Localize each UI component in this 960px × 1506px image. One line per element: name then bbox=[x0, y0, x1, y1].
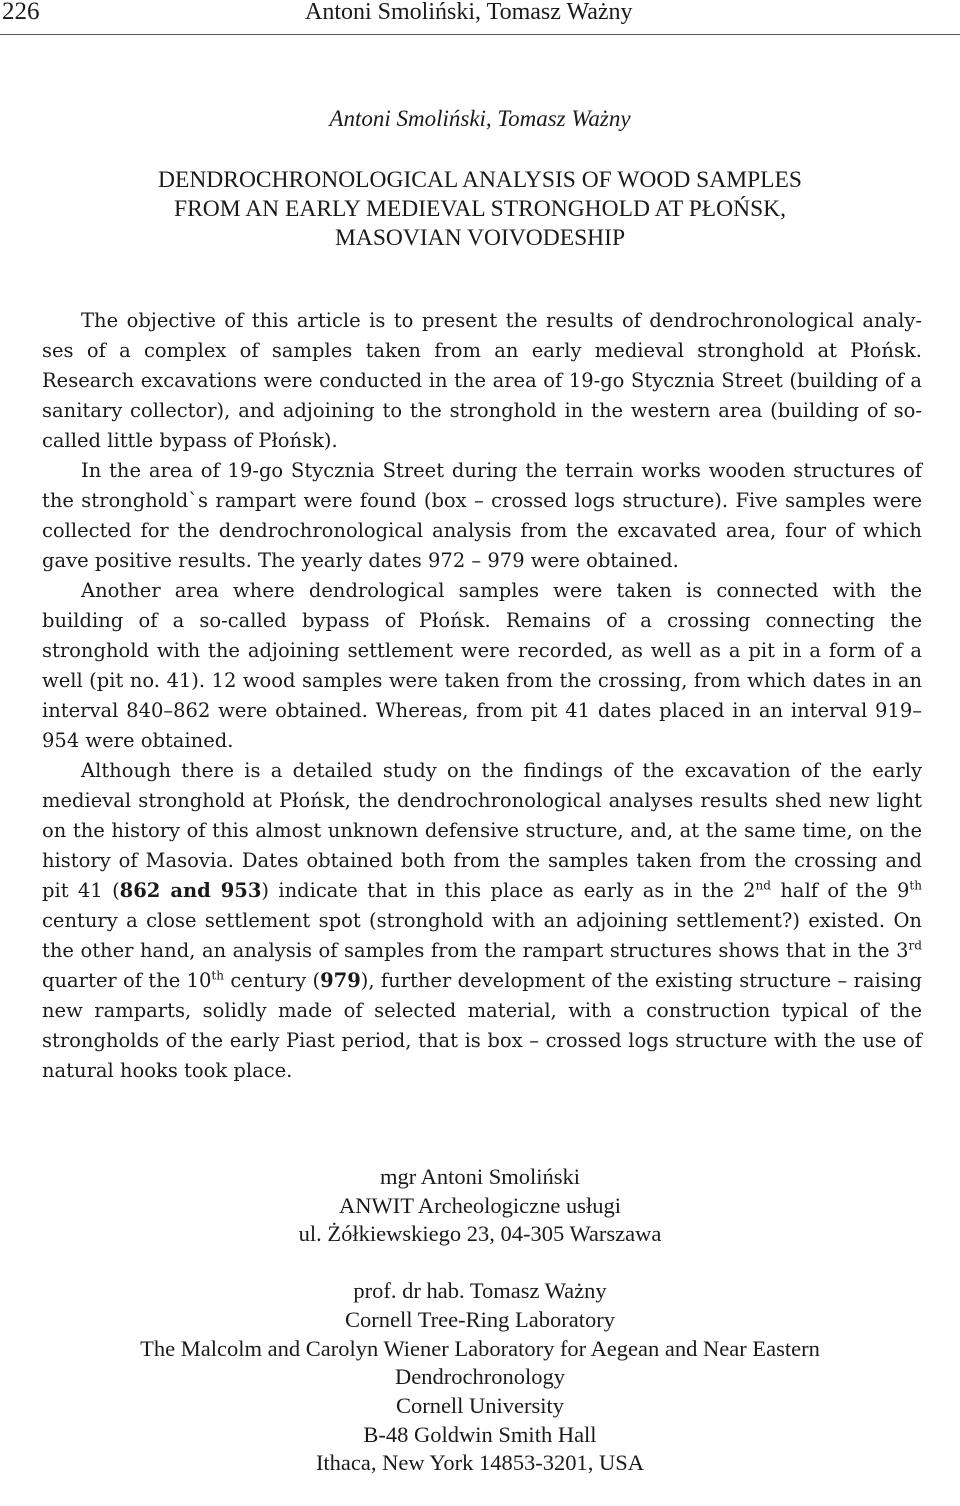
affiliation-line: B-48 Goldwin Smith Hall bbox=[363, 1421, 597, 1447]
paragraph-4-text: half of the 9 bbox=[771, 879, 910, 902]
paragraph-4 bbox=[42, 756, 922, 1086]
paragraph-1-first-line: The objective of this article is to present the results of dendrochronological analy- bbox=[81, 309, 922, 332]
affiliation-line: ANWIT Archeologiczne usługi bbox=[338, 1192, 621, 1218]
title-line: MASOVIAN VOIVODESHIP bbox=[334, 225, 626, 251]
abstract-body bbox=[42, 306, 922, 1086]
article-authors: Antoni Smoliński, Tomasz Ważny bbox=[329, 106, 631, 131]
affiliation-line: mgr Antoni Smoliński bbox=[379, 1164, 581, 1189]
paragraph-4-text: ), further development of the existing structure – raising new ramparts, solidly made of selected material, with a construction typical of the strongholds of the early Piast period, that is box – crossed logs structure with the use of natural hooks took place. bbox=[42, 969, 922, 1082]
paragraph-4-text: quarter of the 10 bbox=[42, 969, 212, 992]
paragraph-4-text: century a close settlement spot (stronghold with an adjoining settlement?) existed. On the other hand, an analysis of samples from the rampart structures shows that in the 3 bbox=[42, 909, 922, 962]
article-title bbox=[0, 166, 960, 253]
affiliation-line: prof. dr hab. Tomasz Ważny bbox=[353, 1278, 607, 1304]
ordinal-suffix: th bbox=[211, 968, 225, 983]
title-line: FROM AN EARLY MEDIEVAL STRONGHOLD AT PŁOŃSK, bbox=[174, 196, 786, 222]
running-title: Antoni Smoliński, Tomasz Ważny bbox=[305, 0, 633, 25]
running-head bbox=[0, 0, 960, 35]
paragraph-4-text: Although there is a detailed study on the findings of the excavation of the early medieval stronghold at Płońsk, the dendrochronological analyses results shed new light on the history of this almost unknown defensive structure, and, at the same time, on the history of Masovia. Dates obtained both from the samples taken from the crossing and pit 41 ( bbox=[42, 759, 922, 902]
paragraph-1-text: ses of a complex of samples taken from an early medieval stronghold at Płońsk. Research excavations were conducted in the area of 19-go Stycznia Street (building of a sanitary collector), and adjoining to the stronghold in the western area (building of so-called little bypass of Płońsk). bbox=[42, 339, 922, 452]
author-affiliations bbox=[0, 1163, 960, 1506]
ordinal-suffix: nd bbox=[755, 878, 772, 893]
page-number: 226 bbox=[2, 0, 40, 25]
paragraph-4-text: ) indicate that in this place as early as in the 2 bbox=[261, 879, 756, 902]
affiliation-wazny bbox=[0, 1277, 960, 1478]
affiliation-line: Dendrochronology bbox=[395, 1364, 565, 1390]
paragraph-2: In the area of 19-go Stycznia Street during the terrain works wooden structures of the stronghold`s rampart were found (box – crossed logs structure). Five samples were collected for the dendrochronological analysis from the excavated area, four of which gave positive results. The yearly dates 972 – 979 were obtained. bbox=[42, 459, 922, 572]
ordinal-suffix: rd bbox=[908, 938, 922, 953]
paragraph-1 bbox=[42, 306, 922, 456]
bold-date-979: 979 bbox=[320, 969, 361, 992]
title-line: DENDROCHRONOLOGICAL ANALYSIS OF WOOD SAMPLES bbox=[158, 167, 802, 193]
affiliation-line: ul. Żółkiewskiego 23, 04-305 Warszawa bbox=[298, 1221, 662, 1247]
affiliation-line: The Malcolm and Carolyn Wiener Laboratory for Aegean and Near Eastern bbox=[140, 1335, 820, 1361]
affiliation-smolinski bbox=[0, 1163, 960, 1249]
affiliation-line: Cornell University bbox=[395, 1392, 565, 1418]
bold-dates-862-953: 862 and 953 bbox=[119, 879, 262, 902]
affiliation-line: Cornell Tree-Ring Laboratory bbox=[345, 1306, 615, 1332]
affiliation-line: Ithaca, New York 14853-3201, USA bbox=[315, 1450, 645, 1476]
paragraph-3: Another area where dendrological samples were taken is connected with the building of a so-called bypass of Płońsk. Remains of a crossing connecting the stronghold with the adjoining settlement were recorded, as well as a pit in a form of a well (pit no. 41). 12 wood samples were taken from the crossing, from which dates in an interval 840–862 were obtained. Whereas, from pit 41 dates placed in an interval 919–954 were obtained. bbox=[42, 579, 922, 752]
ordinal-suffix: th bbox=[909, 878, 922, 893]
paragraph-4-text: century ( bbox=[224, 969, 321, 992]
